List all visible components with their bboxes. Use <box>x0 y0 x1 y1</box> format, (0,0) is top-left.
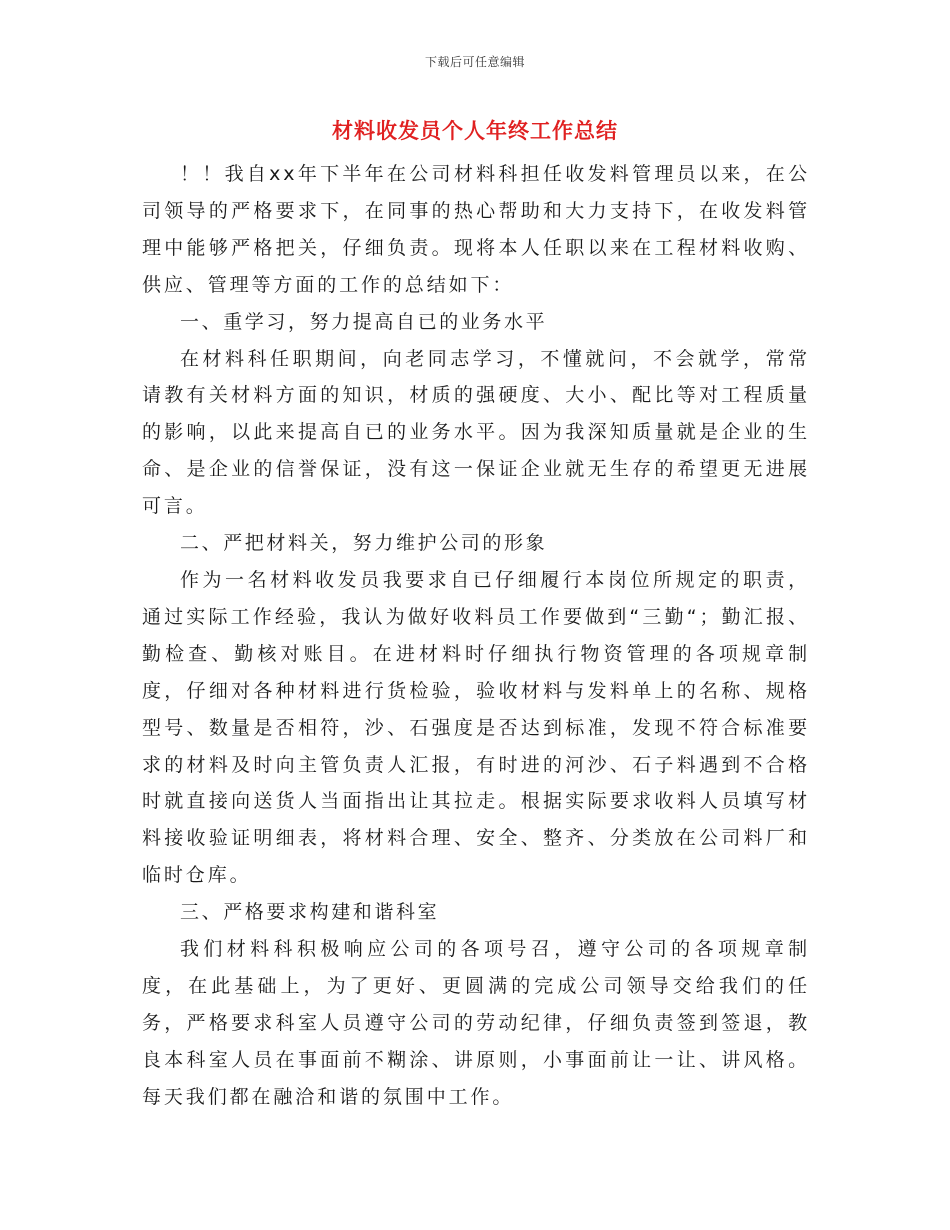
document-body <box>142 156 810 1116</box>
paragraph-intro: ！！我自xx年下半年在公司材料科担任收发料管理员以来，在公司领导的严格要求下，在同事的热心帮助和大力支持下，在收发料管理中能够严格把关，仔细负责。现将本人任职以来在工程材料收购、供应、管理等方面的工作的总结如下： <box>142 163 810 296</box>
paragraph-section-1: 在材料科任职期间，向老同志学习，不懂就问，不会就学，常常请教有关材料方面的知识，材质的强硬度、大小、配比等对工程质量的影响，以此来提高自已的业务水平。因为我深知质量就是企业的生命、是企业的信誉保证，没有这一保证企业就无生存的希望更无进展可言。 <box>142 347 810 518</box>
section-heading-1: 一、重学习，努力提高自已的业务水平 <box>180 310 548 333</box>
section-heading-2: 二、严把材料关，努力维护公司的形象 <box>180 532 548 555</box>
paragraph-section-2: 作为一名材料收发员我要求自已仔细履行本岗位所规定的职责，通过实际工作经验，我认为做好收料员工作要做到“三勤“；勤汇报、勤检查、勤核对账目。在进材料时仔细执行物资管理的各项规章制度，仔细对各种材料进行货检验，验收材料与发料单上的名称、规格型号、数量是否相符，沙、石强度是否达到标准，发现不符合标准要求的材料及时向主管负责人汇报，有时进的河沙、石子料遇到不合格时就直接向送货人当面指出让其拉走。根据实际要求收料人员填写材料接收验证明细表，将材料合理、安全、整齐、分类放在公司料厂和临时仓库。 <box>142 568 810 887</box>
section-heading-3: 三、严格要求构建和谐科室 <box>180 901 440 924</box>
document-title: 材料收发员个人年终工作总结 <box>332 119 618 143</box>
paragraph-section-3: 我们材料科积极响应公司的各项号召，遵守公司的各项规章制度，在此基础上，为了更好、更圆满的完成公司领导交给我们的任务，严格要求科室人员遵守公司的劳动纪律，仔细负责签到签退，教良本科室人员在事面前不糊涂、讲原则，小事面前让一让、讲风格。每天我们都在融洽和谐的氛围中工作。 <box>142 938 810 1108</box>
page-header: 下载后可任意编辑 <box>424 55 525 69</box>
